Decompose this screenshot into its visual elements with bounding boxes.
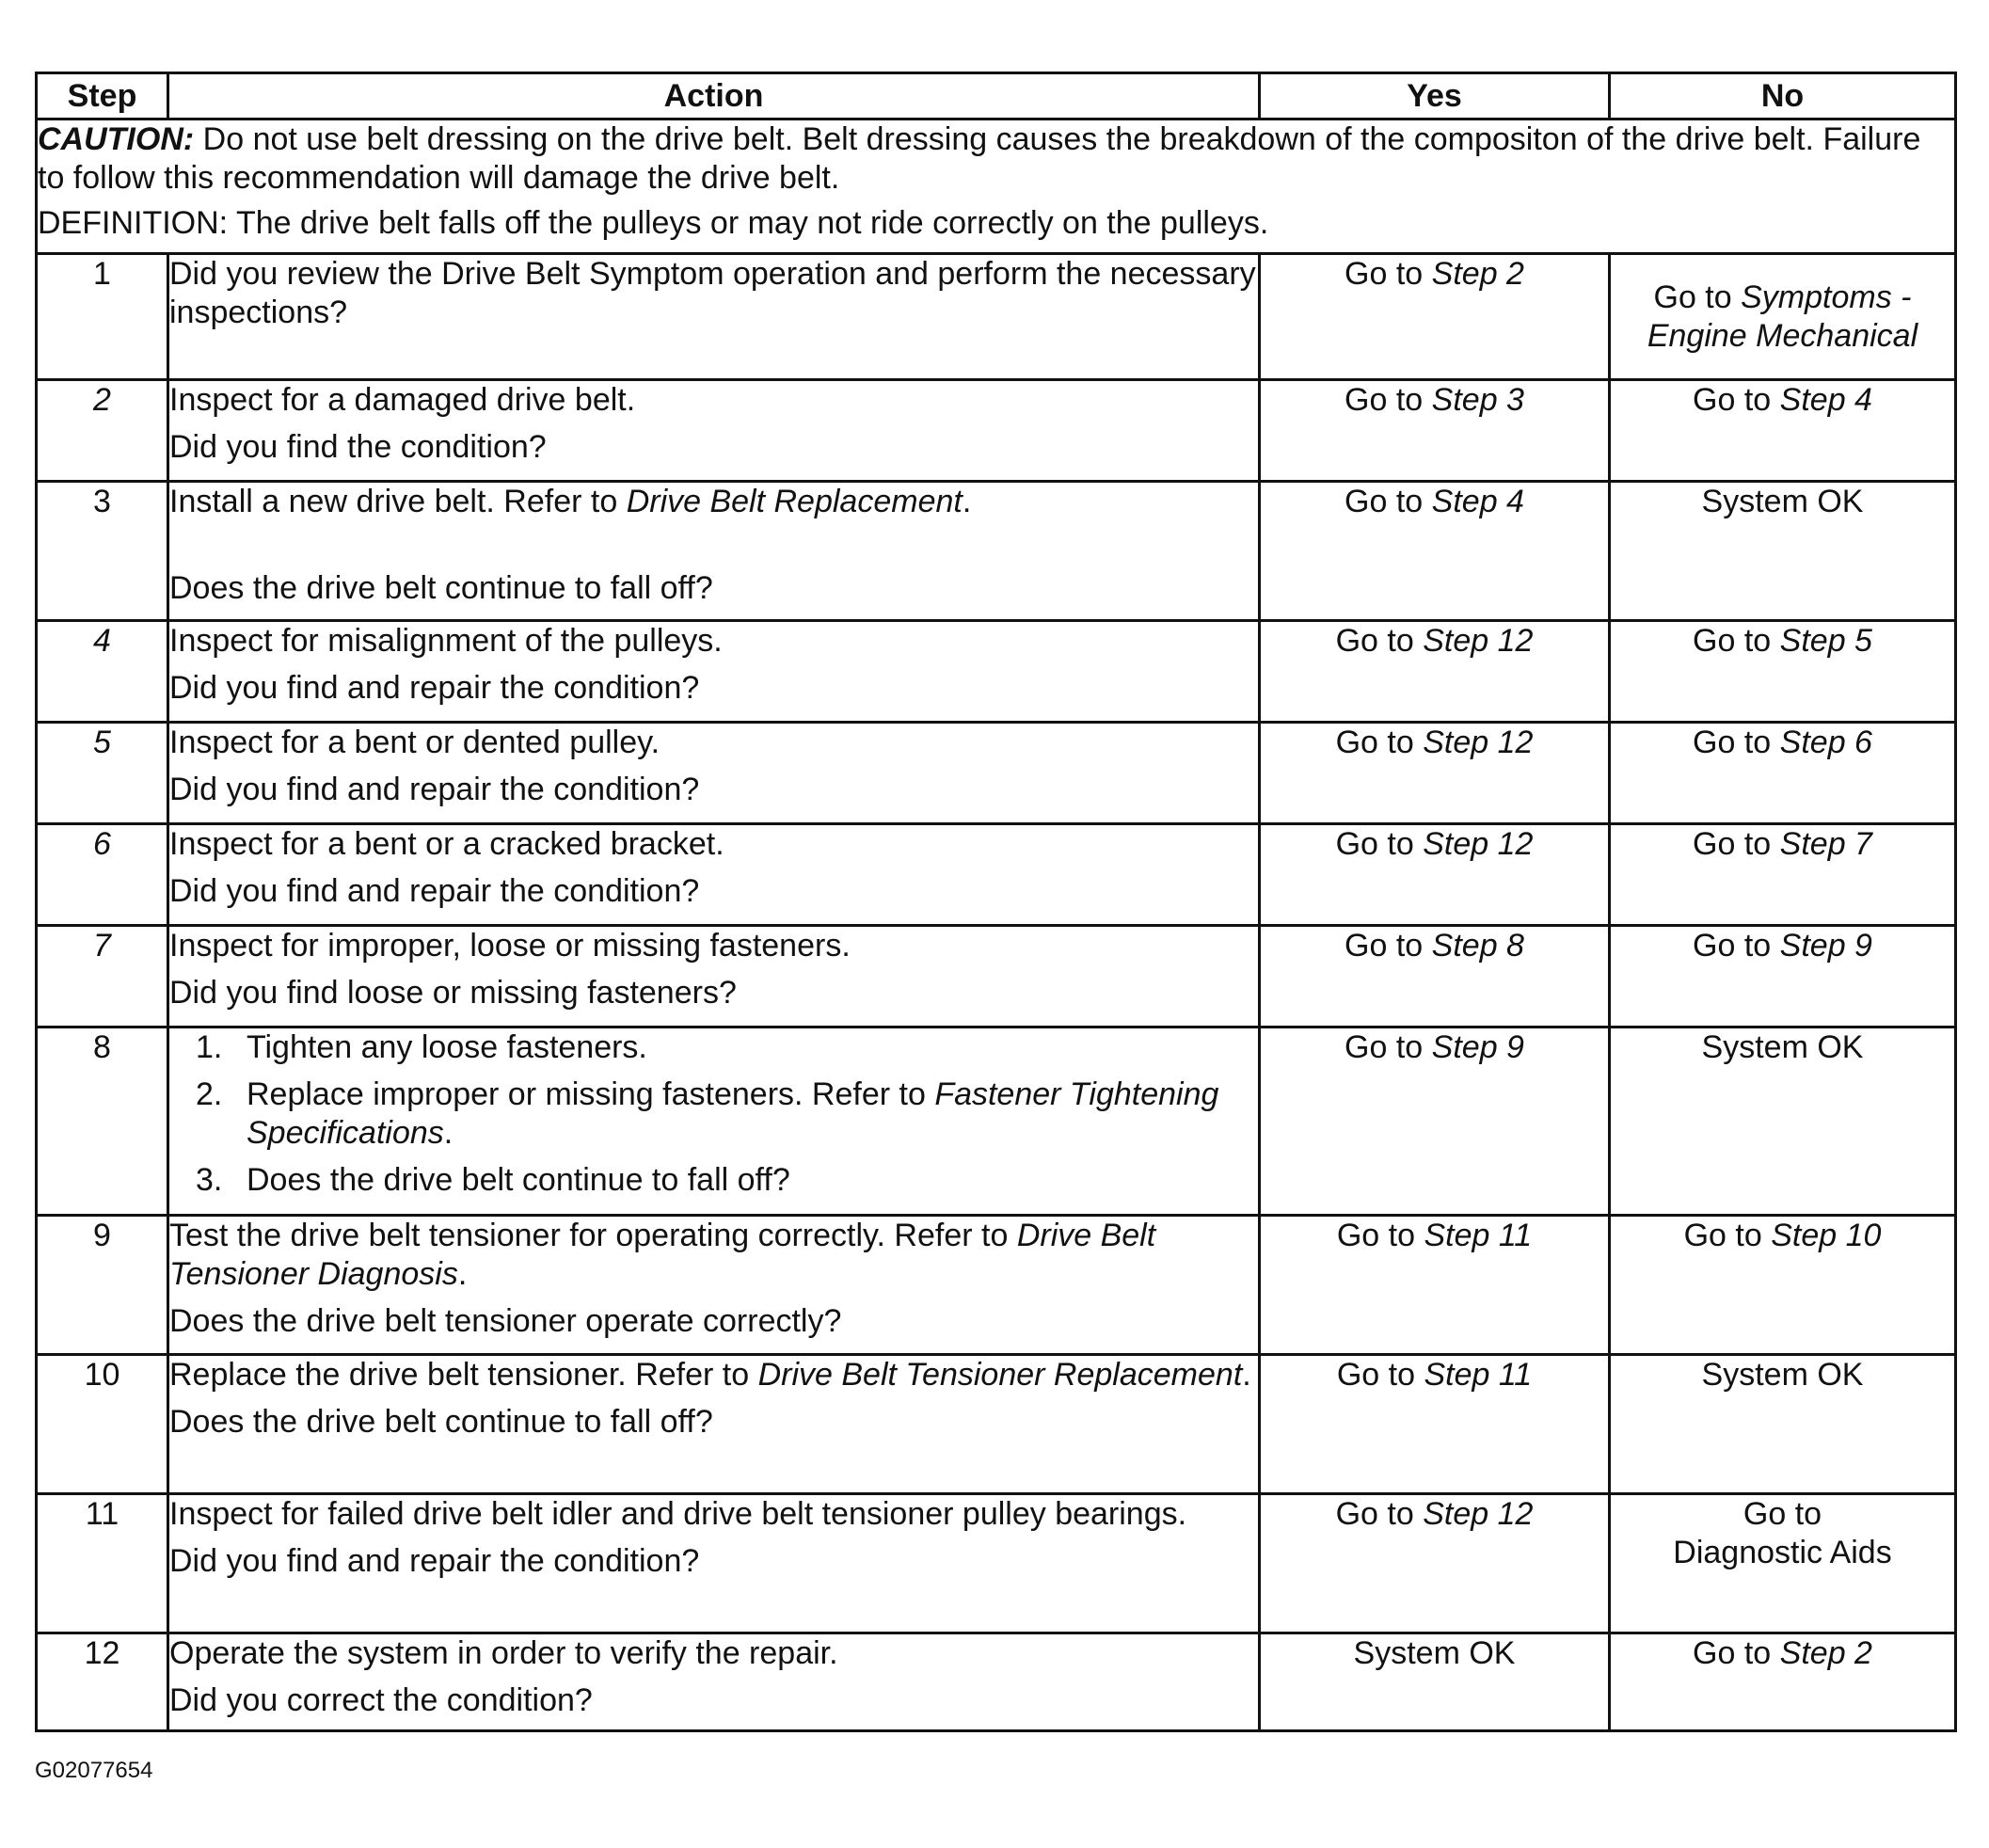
action-text: Install a new drive belt. Refer to Drive Belt Replacement.	[169, 484, 972, 519]
goto-text: Go to	[1683, 1218, 1762, 1253]
table-row	[37, 824, 1956, 926]
step-number: 5	[37, 723, 168, 824]
reference-link[interactable]: Drive Belt Tensioner Replacement	[757, 1357, 1243, 1393]
step-number: 12	[37, 1633, 168, 1731]
table-row	[37, 1216, 1956, 1355]
yes-cell	[1260, 723, 1610, 824]
goto-text: Go to	[1345, 1029, 1424, 1065]
step-number: 11	[37, 1494, 168, 1633]
reference-link[interactable]: Drive Belt Tensioner Diagnosis	[169, 1218, 1156, 1292]
action-text: Replace the drive belt tensioner. Refer to Drive Belt Tensioner Replacement.	[169, 1357, 1251, 1393]
goto-text: Go to	[1345, 256, 1424, 292]
yes-cell: System OK	[1260, 1633, 1610, 1731]
action-question: Did you correct the condition?	[169, 1682, 593, 1718]
no-link[interactable]: Step 5	[1779, 623, 1872, 659]
action-question: Did you find and repair the condition?	[169, 1543, 700, 1579]
goto-text: Go to	[1693, 623, 1772, 659]
yes-link[interactable]: Step 2	[1431, 256, 1524, 292]
table-row	[37, 380, 1956, 482]
yes-cell	[1260, 254, 1610, 380]
action-question: Does the drive belt continue to fall off?	[169, 1404, 713, 1440]
action-text: Inspect for a damaged drive belt.	[169, 382, 636, 418]
action-text: Test the drive belt tensioner for operating correctly. Refer to Drive Belt Tensioner Diagnosis.	[169, 1218, 1156, 1292]
no-cell	[1610, 254, 1956, 380]
action-cell	[168, 1216, 1260, 1355]
goto-text: Go to	[1336, 1218, 1416, 1253]
diagnostic-table	[35, 72, 1957, 1732]
goto-text: Go to	[1336, 1357, 1416, 1393]
goto-text: Go to	[1653, 279, 1732, 315]
no-link[interactable]: Step 2	[1779, 1635, 1872, 1671]
reference-link[interactable]: Fastener Tightening Specifications	[247, 1076, 1219, 1151]
table-row	[37, 926, 1956, 1028]
action-cell	[168, 1028, 1260, 1216]
no-cell	[1610, 1216, 1956, 1355]
step-number: 10	[37, 1355, 168, 1494]
table-row	[37, 1355, 1956, 1494]
yes-link[interactable]: Step 3	[1431, 382, 1524, 418]
step-number: 6	[37, 824, 168, 926]
action-list	[169, 1028, 1258, 1200]
goto-text: Go to	[1345, 382, 1424, 418]
header-action: Action	[168, 73, 1260, 119]
goto-text: Go to	[1742, 1496, 1822, 1532]
no-cell: System OK	[1610, 1355, 1956, 1494]
action-cell	[168, 1355, 1260, 1494]
step-number: 1	[37, 254, 168, 380]
figure-id: G02077654	[35, 1758, 153, 1783]
caution-row	[37, 119, 1956, 254]
header-no: No	[1610, 73, 1956, 119]
table-header-row	[37, 73, 1956, 119]
action-text: Operate the system in order to verify the repair.	[169, 1635, 838, 1671]
no-cell	[1610, 380, 1956, 482]
no-cell	[1610, 1494, 1956, 1633]
action-text: Inspect for misalignment of the pulleys.	[169, 623, 723, 659]
table-row	[37, 723, 1956, 824]
yes-link[interactable]: Step 4	[1431, 484, 1524, 519]
table-row	[37, 621, 1956, 723]
yes-cell	[1260, 926, 1610, 1028]
action-cell	[168, 824, 1260, 926]
goto-text: Go to	[1335, 1496, 1414, 1532]
no-cell: System OK	[1610, 482, 1956, 621]
yes-link[interactable]: Step 8	[1431, 928, 1524, 964]
caution-text: Do not use belt dressing on the drive belt. Belt dressing causes the breakdown of the compositon of the drive belt. Failure to follow this recommendation will damage the drive belt.	[38, 121, 1921, 196]
yes-link[interactable]: Step 9	[1431, 1029, 1524, 1065]
yes-link[interactable]: Step 12	[1423, 1496, 1534, 1532]
no-link[interactable]: Step 6	[1779, 725, 1872, 760]
yes-cell	[1260, 1028, 1610, 1216]
no-cell	[1610, 926, 1956, 1028]
yes-cell	[1260, 824, 1610, 926]
step-number: 7	[37, 926, 168, 1028]
caution-note	[38, 120, 1954, 198]
action-cell	[168, 1633, 1260, 1731]
list-item: 2. Replace improper or missing fasteners. Refer to Fastener Tightening Specifications.	[196, 1076, 1219, 1151]
yes-cell	[1260, 621, 1610, 723]
step-number: 4	[37, 621, 168, 723]
action-cell	[168, 254, 1260, 380]
list-item: 3. Does the drive belt continue to fall off?	[196, 1162, 790, 1198]
yes-cell	[1260, 482, 1610, 621]
action-cell	[168, 621, 1260, 723]
action-question: Does the drive belt tensioner operate correctly?	[169, 1303, 842, 1339]
yes-link[interactable]: Step 12	[1423, 826, 1534, 862]
no-link[interactable]: Step 4	[1779, 382, 1872, 418]
goto-text: Go to	[1693, 725, 1772, 760]
definition-text: DEFINITION: The drive belt falls off the pulleys or may not ride correctly on the pulleys.	[38, 205, 1269, 241]
table-row	[37, 1633, 1956, 1731]
action-question: Did you find and repair the condition?	[169, 670, 700, 706]
goto-text: Go to	[1335, 826, 1414, 862]
goto-text: Go to	[1335, 623, 1414, 659]
action-question: Did you find loose or missing fasteners?	[169, 975, 737, 1011]
list-item: 1. Tighten any loose fasteners.	[196, 1029, 647, 1065]
action-text: Did you review the Drive Belt Symptom operation and perform the necessary inspections?	[169, 256, 1256, 330]
no-link[interactable]: Step 10	[1771, 1218, 1882, 1253]
no-cell	[1610, 621, 1956, 723]
yes-link[interactable]: Step 11	[1424, 1218, 1533, 1253]
no-link[interactable]: Step 7	[1779, 826, 1872, 862]
no-cell: System OK	[1610, 1028, 1956, 1216]
action-question: Did you find the condition?	[169, 429, 547, 465]
goto-text: Go to	[1693, 928, 1772, 964]
yes-cell	[1260, 1494, 1610, 1633]
yes-cell	[1260, 1355, 1610, 1494]
no-link[interactable]: Step 9	[1779, 928, 1872, 964]
step-number: 9	[37, 1216, 168, 1355]
table-row	[37, 254, 1956, 380]
header-yes: Yes	[1260, 73, 1610, 119]
header-step: Step	[37, 73, 168, 119]
step-number: 2	[37, 380, 168, 482]
yes-cell	[1260, 380, 1610, 482]
action-cell	[168, 1494, 1260, 1633]
goto-text: Go to	[1693, 1635, 1772, 1671]
action-question: Did you find and repair the condition?	[169, 873, 700, 909]
goto-text: Go to	[1693, 826, 1772, 862]
no-cell	[1610, 723, 1956, 824]
step-number: 3	[37, 482, 168, 621]
action-question: Did you find and repair the condition?	[169, 772, 700, 807]
caution-cell	[37, 119, 1956, 254]
action-question: Does the drive belt continue to fall off?	[169, 570, 713, 606]
no-cell	[1610, 824, 1956, 926]
yes-cell	[1260, 1216, 1610, 1355]
no-link[interactable]: Symptoms - Engine Mechanical	[1647, 279, 1918, 354]
action-text: Inspect for a bent or a cracked bracket.	[169, 826, 724, 862]
yes-link[interactable]: Step 12	[1423, 623, 1534, 659]
action-cell	[168, 380, 1260, 482]
action-cell	[168, 926, 1260, 1028]
table-row	[37, 1028, 1956, 1216]
goto-text: Go to	[1335, 725, 1414, 760]
goto-text: Go to	[1345, 484, 1424, 519]
yes-link[interactable]: Step 12	[1423, 725, 1534, 760]
action-text: Inspect for improper, loose or missing fasteners.	[169, 928, 851, 964]
goto-text: Go to	[1345, 928, 1424, 964]
step-number: 8	[37, 1028, 168, 1216]
action-text: Inspect for failed drive belt idler and drive belt tensioner pulley bearings.	[169, 1496, 1187, 1532]
action-cell	[168, 723, 1260, 824]
no-cell	[1610, 1633, 1956, 1731]
table-row	[37, 482, 1956, 621]
yes-link[interactable]: Step 11	[1424, 1357, 1533, 1393]
action-cell	[168, 482, 1260, 621]
action-text: Inspect for a bent or dented pulley.	[169, 725, 660, 760]
goto-text: Go to	[1693, 382, 1772, 418]
table-row	[37, 1494, 1956, 1633]
no-link[interactable]: Diagnostic Aids	[1673, 1535, 1892, 1570]
caution-label: CAUTION:	[38, 121, 195, 157]
reference-link[interactable]: Drive Belt Replacement	[626, 484, 963, 519]
